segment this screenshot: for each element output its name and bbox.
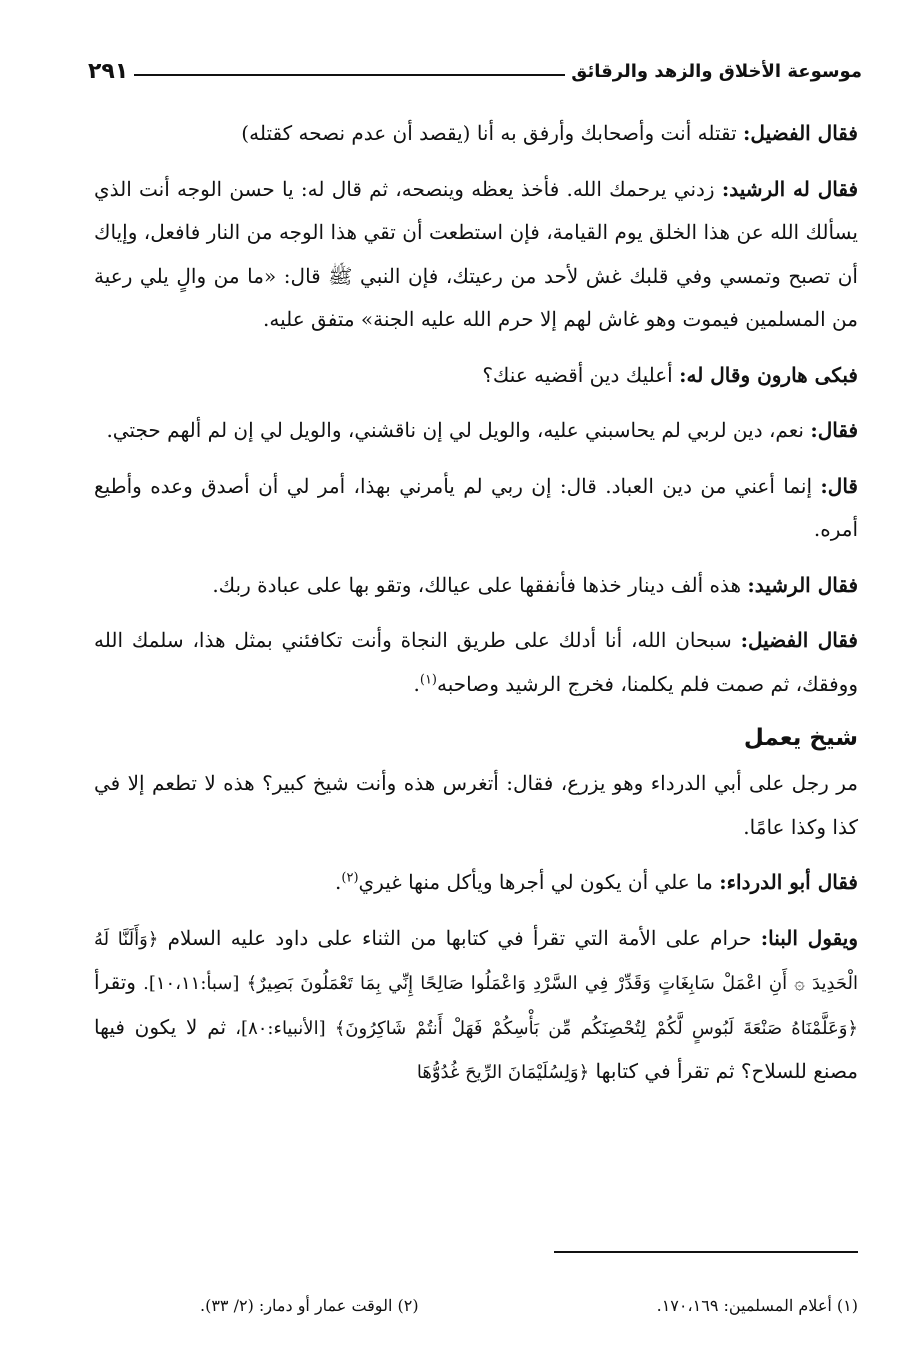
paragraph-thousand-dinars	[94, 564, 858, 608]
paragraph-text: نعم، دين لربي لم يحاسبني عليه، والويل لي إن ناقشني، والويل لي إن لم ألهم حجتي.	[106, 418, 811, 442]
quran-verse: ﴿وَلِسُلَيْمَانَ الرِّيحَ غُدُوُّهَا	[416, 1062, 590, 1083]
paragraph-tail: .	[335, 870, 342, 894]
paragraph-text: وتقرأ	[94, 970, 136, 994]
speaker: فقال:	[810, 418, 858, 442]
speaker: فقال له الرشيد:	[721, 176, 859, 201]
section-heading: شيخ يعمل	[743, 725, 858, 751]
speaker: فقال الفضيل:	[740, 628, 858, 652]
page-number: ٢٩١	[88, 59, 129, 84]
paragraph-text: مر رجل على أبي الدرداء وهو يزرع، فقال: أتغرس هذه وأنت شيخ كبير؟ هذه لا تطعم إلا في كذا وكذا عامًا.	[94, 771, 858, 839]
footnote-1: (١) أعلام المسلمين: ١٧٠،١٦٩.	[656, 1296, 858, 1315]
verse-reference: [سبأ:١٠،١١].	[135, 973, 247, 994]
main-text	[94, 112, 858, 1107]
paragraph-rashid-request	[94, 168, 858, 342]
paragraph-old-man-planting	[94, 762, 858, 849]
paragraph-text: هذه ألف دينار خذها فأنفقها على عيالك، وتقو بها على عبادة ربك.	[212, 572, 748, 597]
quran-verse: ﴿وَعَلَّمْنَاهُ صَنْعَةَ لَبُوسٍ لَّكُمْ لِتُحْصِنَكُم مِّن بَأْسِكُمْ فَهَلْ أَنتُمْ شَاكِرُونَ﴾	[334, 1017, 858, 1039]
speaker: فقال أبو الدرداء:	[719, 870, 858, 894]
paragraph-fudayl-reply	[94, 112, 858, 156]
footnote-ref[interactable]: (١)	[419, 671, 437, 687]
paragraph-text: ما علي أن يكون لي أجرها ويأكل منها غيري	[358, 870, 720, 894]
paragraph-debt-to-lord	[94, 409, 858, 453]
speaker: قال:	[820, 473, 858, 498]
footnote-ref[interactable]: (٢)	[341, 870, 359, 886]
paragraph-text: حرام على الأمة التي تقرأ في كتابها من الثناء على داود عليه السلام	[158, 925, 761, 950]
paragraph-text: إنما أعني من دين العباد. قال: إن ربي لم يأمرني بهذا، أمر لي أن أصدق وعده وأطيع أمره.	[94, 473, 858, 541]
verse-reference: [الأنبياء:٨٠]،	[226, 1017, 335, 1039]
paragraph-debt-of-servants	[94, 465, 858, 552]
speaker: فقال الرشيد:	[747, 572, 858, 597]
paragraph-text: أعليك دين أقضيه عنك؟	[482, 362, 680, 387]
speaker: فقال الفضيل:	[743, 121, 858, 145]
paragraph-text: ثم لا يكون فيها مصنع للسلاح؟ ثم تقرأ في كتابها	[94, 1014, 858, 1083]
speaker: فبكى هارون وقال له:	[679, 362, 858, 387]
paragraph-text: تقتله أنت وأصحابك وأرفق به أنا (يقصد أن عدم نصحه كقتله)	[241, 121, 744, 145]
book-title: موسوعة الأخلاق والزهد والرقائق	[571, 61, 862, 82]
running-header	[88, 52, 862, 86]
paragraph-banna-quote	[94, 917, 858, 1095]
header-rule	[134, 74, 565, 76]
speaker: ويقول البنا:	[760, 925, 858, 950]
footnote-separator	[554, 1251, 858, 1253]
paragraph-text: سبحان الله، أنا أدلك على طريق النجاة وأنت تكافئني بمثل هذا، سلمك الله ووفقك، ثم صمت فلم يكلمنا، فخرج الرشيد وصاحبه	[94, 628, 858, 696]
paragraph-harun-weeps	[94, 354, 858, 398]
footnote-2: (٢) الوقت عمار أو دمار: (٢/ ٣٣).	[200, 1296, 419, 1315]
footnotes	[200, 1294, 858, 1318]
paragraph-abu-darda-reply	[94, 861, 858, 905]
paragraph-text: زدني يرحمك الله. فأخذ يعظه وينصحه، ثم قال له: يا حسن الوجه أنت الذي يسألك الله عن هذا الخلق يوم القيامة، فإن استطعت أن تقي هذا الوجه من النار فافعل، وإياك أن تصبح وتمسي وفي قلبك غش لأحد من رعيتك، فإن النبي ﷺ قال: «ما من والٍ يلي رعية من المسلمين فيموت وهو غاش لهم إلا حرم الله عليه الجنة» متفق عليه.	[94, 176, 858, 331]
paragraph-tail: .	[413, 671, 420, 696]
quran-verse: ﴿وَأَلَنَّا لَهُ الْحَدِيدَ ۞ أَنِ اعْمَلْ سَابِغَاتٍ وَقَدِّرْ فِي السَّرْدِ وَاعْمَلُوا صَالِحًا إِنِّي بِمَا تَعْمَلُونَ بَصِيرٌ﴾	[94, 928, 859, 994]
paragraph-fudayl-final	[94, 619, 858, 706]
